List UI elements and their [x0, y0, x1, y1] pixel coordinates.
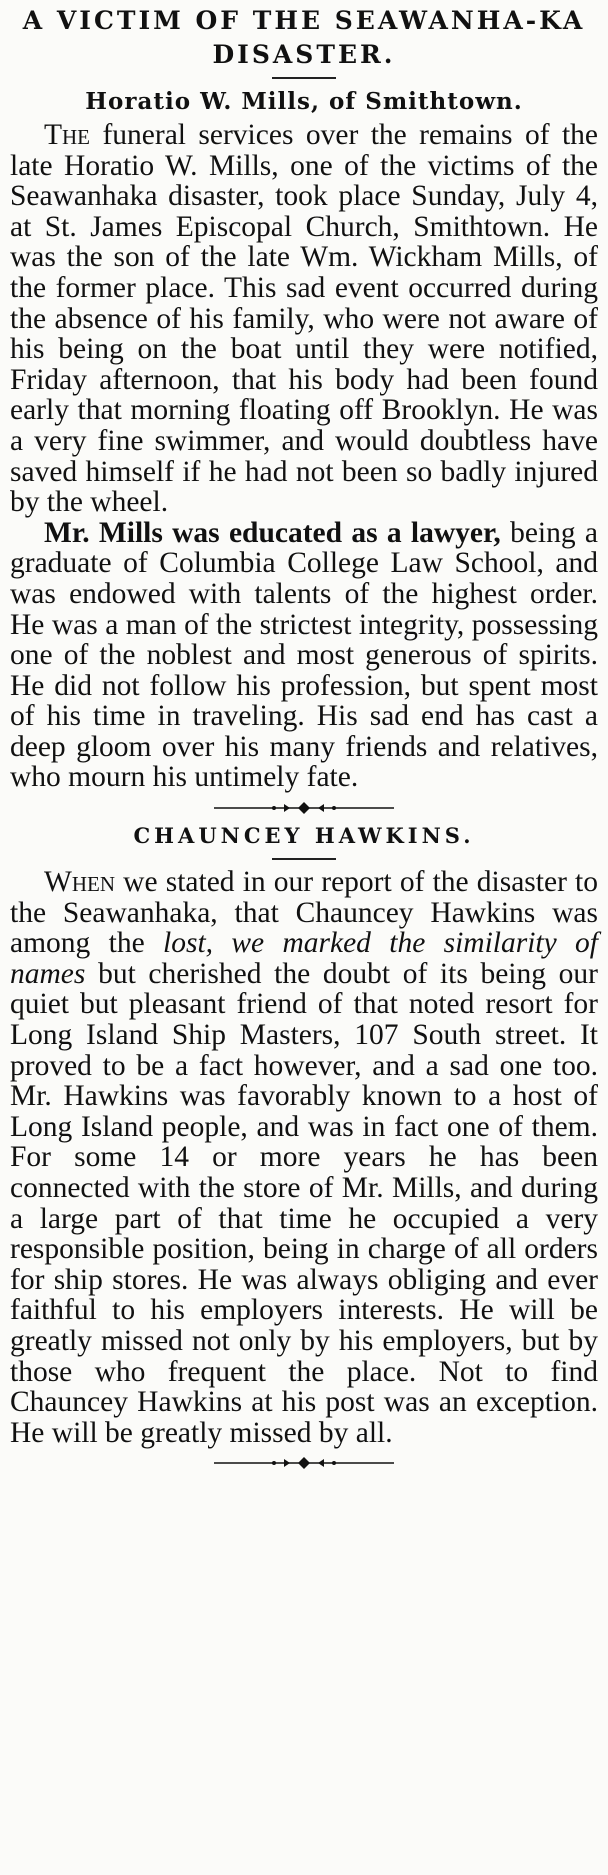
paragraph-text: funeral services over the remains of the late Horatio W. Mills, one of the victims of the Seawanhaka disaster, took place Sunday, July 4, at St. James Episcopal Church, Smithtown. He was the son of the late Wm. Wickham Mills, of the former place. This sad event occurred during the absence of his family, who were not aware of his being on the boat until they were notified, Friday afternoon, that his body had been found early that morning floating off Brooklyn. He was a very fine swimmer, and would doubtless have saved himself if he had not been so badly injured by the wheel. [10, 119, 599, 519]
article-paragraph [10, 518, 598, 793]
paragraph-text: being a graduate of Columbia College Law School, and was endowed with talents of the highest order. He was a man of the strictest integrity, possessing one of the noblest and most generous of spirits. He did not follow his profession, but spent most of his time in traveling. His sad end has cast a deep gloom over his many friends and relatives, who mourn his untimely fate. [10, 516, 599, 794]
article-subhead: Horatio W. Mills, of Smithtown. [85, 88, 523, 115]
ornament-divider-icon [214, 1456, 394, 1470]
article-paragraph [10, 120, 598, 518]
headline-rule [272, 77, 336, 79]
paragraph-text: we stated in our report of the disaster to the Seawanhaka, that Chauncey Hawkins was among the [10, 866, 598, 960]
article-paragraph [10, 867, 598, 1448]
paragraph-italic-text: lost, we marked the similarity of names [10, 927, 599, 990]
paragraph-lead: The [44, 119, 91, 151]
headline-rule [272, 858, 336, 860]
article-headline: CHAUNCEY HAWKINS. [133, 823, 475, 849]
newspaper-column [10, 4, 598, 1474]
paragraph-text: but cherished the doubt of its being our quiet but pleasant friend of that noted resort for Long Island Ship Masters, 107 South street. It proved to be a fact however, and a sad one too. Mr. Hawkins was favorably known to a host of Long Island people, and was in fact one of them. For some 14 or more years he has been connected with the store of Mr. Mills, and during a large part of that time he occupied a very responsible position, being in charge of all orders for ship stores. He was always obliging and ever faithful to his employers interests. He will be greatly missed not only by his employers, but by those who frequent the place. Not to find Chauncey Hawkins at his post was an exception. He will be greatly missed by all. [10, 957, 598, 1449]
paragraph-lead: When [44, 866, 116, 899]
article-headline: A VICTIM OF THE SEAWANHA-KA DISASTER. [22, 6, 586, 69]
ornament-divider-icon [214, 801, 394, 815]
paragraph-lead: Mr. Mills was educated as a lawyer, [44, 516, 501, 549]
